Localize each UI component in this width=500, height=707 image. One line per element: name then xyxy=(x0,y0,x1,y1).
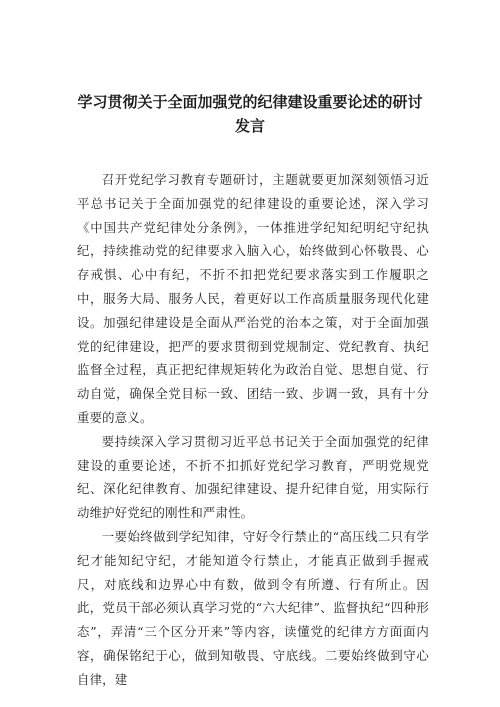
document-body xyxy=(77,168,429,692)
paragraph-2: 要持续深入学习贯彻习近平总书记关于全面加强党的纪律建设的重要论述，不折不扣抓好党纪学习教育，严明党规党纪、深化纪律教育、加强纪律建设、提升纪律自觉，用实际行动维护好党纪的刚性和严肃性。 xyxy=(77,433,429,521)
paragraph-1: 召开党纪学习教育专题研讨，主题就要更加深刻领悟习近平总书记关于全面加强党的纪律建设的重要论述，深入学习《中国共产党纪律处分条例》，一体推进学纪知纪明纪守纪执纪，持续推动党的纪律要求入脑入心，始终做到心怀敬畏、心存戒惧、心中有纪，不折不扣把党纪要求落实到工作履职之中，服务大局、服务人民，着更好以工作高质量服务现代化建设。加强纪律建设是全面从严治党的治本之策，对于全面加强党的纪律建设，把严的要求贯彻到党规制定、党纪教育、执纪监督全过程，真正把纪律规矩转化为政治自觉、思想自觉、行动自觉，确保全党目标一致、团结一致、步调一致，具有十分重要的意义。 xyxy=(77,172,429,425)
document-title-continuation: 发言 xyxy=(234,117,265,135)
document-title: 学习贯彻关于全面加强党的纪律建设重要论述的研讨 xyxy=(77,93,423,111)
paragraph-3: 一要始终做到学纪知律，守好令行禁止的“高压线二只有学纪才能知纪守纪，才能知道令行禁止，才能真正做到手握戒尺，对底线和边界心中有数，做到令有所遵、行有所止。因此，党员干部必须认真学习党的“六大纪律”、监督执纪“四种形态”，弄清“三个区分开来”等内容，读懂党的纪律方方面面内容，确保铭纪于心，做到知敬畏、守底线。二要始终做到守心自律，建 xyxy=(77,528,429,687)
